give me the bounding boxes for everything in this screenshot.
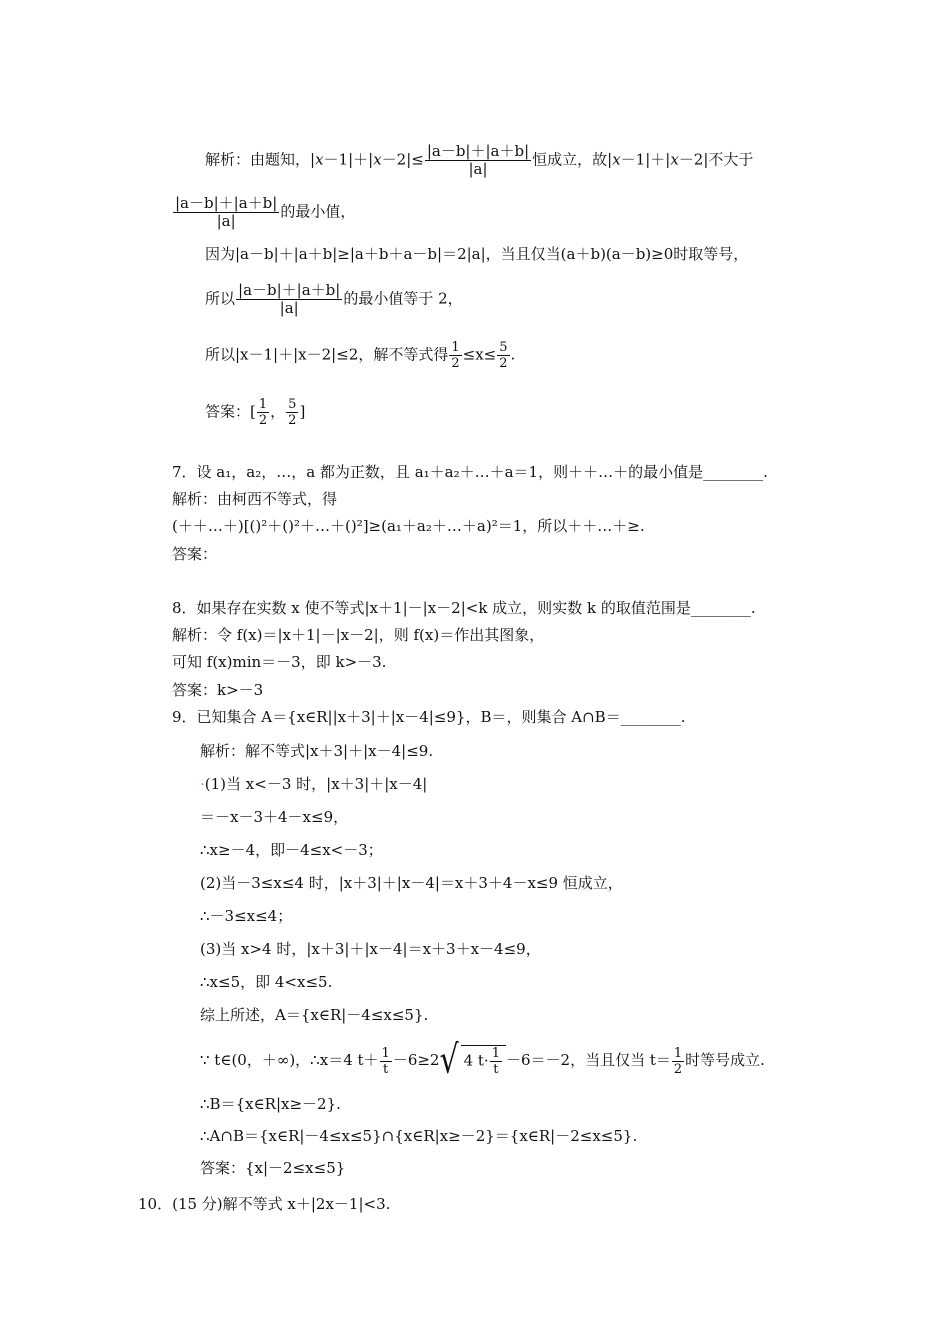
p8-answer: 答案：k>－3	[172, 681, 264, 699]
fraction: $\frac{1}{2}$	[673, 1045, 683, 1077]
p9-solution-line8: ∴x≤5，即 4<x≤5.	[200, 973, 333, 991]
fraction: $\frac{1}{2}$	[258, 397, 268, 428]
fraction: $\frac{|a-b|+|a+b|}{|a|}$	[175, 194, 278, 230]
p9-solution-line3: ＝－x－3＋4－x≤9，	[200, 808, 349, 826]
p9-solution-line11: ∴B＝{x∈R|x≥－2}.	[200, 1095, 341, 1113]
fraction: $\frac{|a-b|+|a+b|}{|a|}$	[238, 281, 341, 317]
p6-solution-line3: 因为|a－b|＋|a＋b|≥|a＋b＋a－b|＝2|a|，当且仅当(a＋b)(a－b)≥0时取等号，	[205, 245, 749, 263]
p9-question: 9．已知集合 A＝{x∈R||x＋3|＋|x－4|≤9}，B＝，则集合 A∩B＝________.	[172, 708, 686, 726]
fraction: $\frac{1}{t}$	[381, 1045, 390, 1077]
p9-solution-line1: 解析：解不等式|x＋3|＋|x－4|≤9.	[200, 742, 434, 760]
p9-answer: 答案：{x|－2≤x≤5}	[200, 1159, 346, 1177]
p10-question: 10．(15 分)解不等式 x＋|2x－1|<3.	[138, 1195, 391, 1213]
sqrt-icon: √	[439, 1037, 459, 1084]
p9-solution-line6: ∴－3≤x≤4；	[200, 907, 293, 925]
p9-solution-line9: 综上所述，A＝{x∈R|－4≤x≤5}.	[200, 1006, 429, 1024]
p6-solution-line1: 解析：由题知，|x－1|＋|x－2|≤ $\frac{|a-b|+|a+b|}{|a|}$ 恒成立，故|x－1|＋|x－2|不大于	[205, 142, 754, 178]
fraction: $\frac{1}{t}$	[491, 1046, 500, 1077]
p9-solution-line10: ∵ t∈(0，＋∞)，∴x＝4 t＋ $\frac{1}{t}$ －6≥2√ 4 t· $\frac{1}{t}$ －6＝－2，当且仅当 t＝ $\frac{1}{2}$ 时等号成立.	[200, 1037, 765, 1084]
fraction: $\frac{1}{2}$	[451, 340, 460, 371]
p8-solution-line2: 可知 f(x)min＝－3，即 k>－3.	[172, 653, 387, 671]
p9-solution-line7: (3)当 x>4 时，|x＋3|＋|x－4|＝x＋3＋x－4≤9，	[200, 940, 541, 958]
p6-solution-line4: 所以 $\frac{|a-b|+|a+b|}{|a|}$ 的最小值等于 2，	[205, 281, 463, 317]
p7-solution-line2: (＋＋…＋)[()²＋()²＋…＋()²]≥(a₁＋a₂＋…＋a)²＝1，所以＋＋…＋≥.	[172, 517, 645, 535]
p9-solution-line12: ∴A∩B＝{x∈R|－4≤x≤5}∩{x∈R|x≥－2}＝{x∈R|－2≤x≤5}.	[200, 1127, 638, 1145]
fraction: $\frac{|a-b|+|a+b|}{|a|}$	[426, 142, 530, 178]
p9-solution-line5: (2)当－3≤x≤4 时，|x＋3|＋|x－4|＝x＋3＋4－x≤9 恒成立，	[200, 874, 623, 892]
p7-question: 7．设 a₁，a₂，…，a 都为正数，且 a₁＋a₂＋…＋a＝1，则＋＋…＋的最小值是________.	[172, 463, 768, 481]
p8-solution-line1: 解析：令 f(x)＝|x＋1|－|x－2|，则 f(x)＝作出其图象，	[172, 626, 545, 644]
p7-solution-line1: 解析：由柯西不等式，得	[172, 490, 338, 508]
p6-answer: 答案：[ $\frac{1}{2}$ ， $\frac{5}{2}$ ]	[205, 397, 306, 428]
fraction: $\frac{5}{2}$	[288, 397, 297, 428]
p6-solution-line5: 所以|x－1|＋|x－2|≤2，解不等式得 $\frac{1}{2}$ ≤x≤ $\frac{5}{2}$ .	[205, 340, 516, 371]
p6-solution-line2: $\frac{|a-b|+|a+b|}{|a|}$ 的最小值，	[175, 194, 356, 230]
p7-answer: 答案：	[172, 545, 218, 563]
p9-solution-line4: ∴x≥－4，即－4≤x<－3；	[200, 841, 383, 859]
p8-question: 8．如果存在实数 x 使不等式|x＋1|－|x－2|<k 成立，则实数 k 的取值范围是________.	[172, 599, 756, 617]
fraction: $\frac{5}{2}$	[499, 340, 508, 371]
p9-solution-line2: ·(1)当 x<－3 时，|x＋3|＋|x－4|	[200, 775, 428, 793]
